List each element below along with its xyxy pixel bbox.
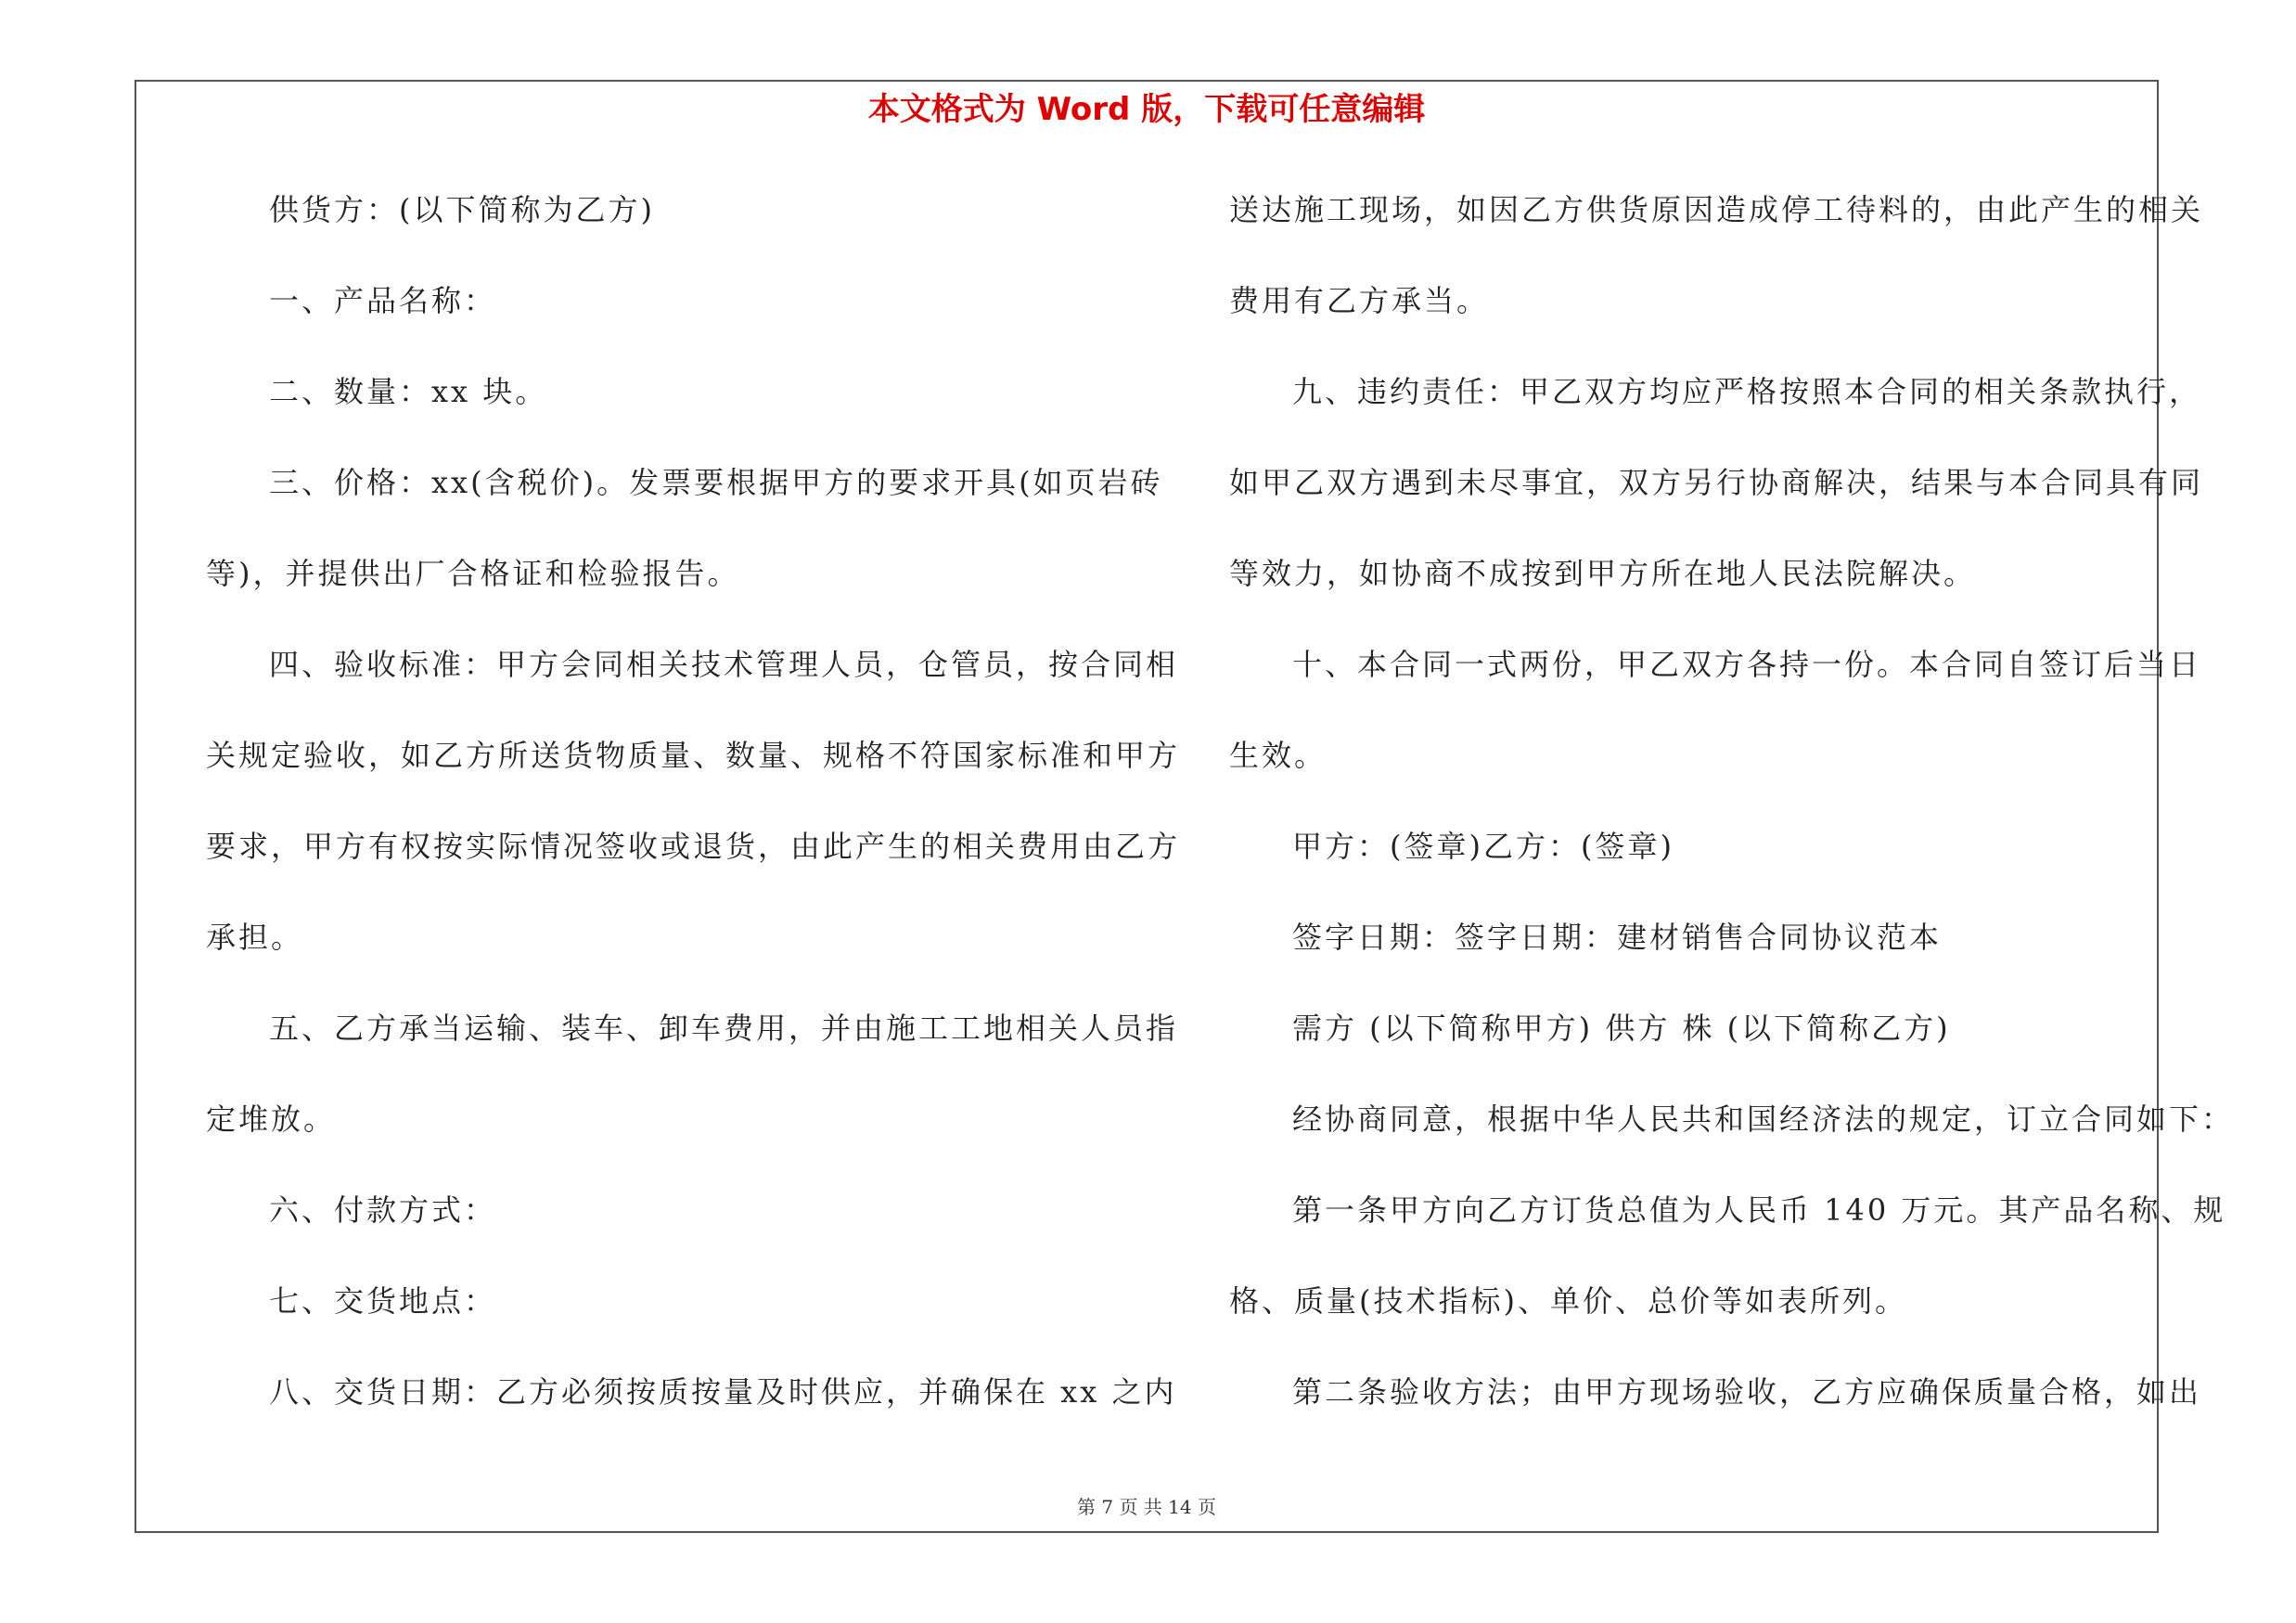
paragraph-line: 十、本合同一式两份，甲乙双方各持一份。本合同自签订后当日 xyxy=(1292,647,2202,682)
format-banner: 本文格式为 Word 版，下载可任意编辑 xyxy=(867,91,1426,128)
paragraph-line: 经协商同意，根据中华人民共和国经济法的规定，订立合同如下： xyxy=(1292,1101,2235,1137)
paragraph-line: 八、交货日期：乙方必须按质按量及时供应，并确保在 xx 之内 xyxy=(269,1374,1177,1410)
paragraph-line: 生效。 xyxy=(1229,738,1328,773)
paragraph-line: 甲方：(签章)乙方：(签章) xyxy=(1292,829,1674,864)
paragraph-line: 一、产品名称： xyxy=(269,283,497,318)
paragraph-line: 六、付款方式： xyxy=(269,1192,497,1228)
paragraph-line: 签字日期：签字日期：建材销售合同协议范本 xyxy=(1292,920,1943,955)
paragraph-line: 二、数量：xx 块。 xyxy=(269,374,548,409)
paragraph-line: 九、违约责任：甲乙双方均应严格按照本合同的相关条款执行， xyxy=(1292,374,2202,409)
paragraph-line: 三、价格：xx(含税价)。发票要根据甲方的要求开具(如页岩砖 xyxy=(269,465,1163,500)
paragraph-line: 定堆放。 xyxy=(206,1101,337,1137)
paragraph-line: 第一条甲方向乙方订货总值为人民币 140 万元。其产品名称、规 xyxy=(1292,1192,2226,1228)
paragraph-line: 五、乙方承当运输、装车、卸车费用，并由施工工地相关人员指 xyxy=(269,1011,1179,1046)
left-column xyxy=(206,186,1181,1459)
paragraph-line: 送达施工现场，如因乙方供货原因造成停工待料的，由此产生的相关 xyxy=(1229,192,2204,227)
paragraph-line: 第二条验收方法；由甲方现场验收，乙方应确保质量合格，如出 xyxy=(1292,1374,2202,1410)
right-column xyxy=(1229,186,2235,1459)
paragraph-line: 供货方：(以下简称为乙方) xyxy=(269,192,655,227)
page-number: 第 7 页 共 14 页 xyxy=(1077,1496,1216,1518)
paragraph-line: 四、验收标准：甲方会同相关技术管理人员，仓管员，按合同相 xyxy=(269,647,1179,682)
paragraph-line: 等)，并提供出厂合格证和检验报告。 xyxy=(206,556,740,591)
paragraph-line: 承担。 xyxy=(206,920,304,955)
paragraph-line: 等效力，如协商不成按到甲方所在地人民法院解决。 xyxy=(1229,556,1977,591)
paragraph-line: 格、质量(技术指标)、单价、总价等如表所列。 xyxy=(1229,1283,1907,1319)
paragraph-line: 如甲乙双方遇到未尽事宜，双方另行协商解决，结果与本合同具有同 xyxy=(1229,465,2204,500)
paragraph-line: 需方 (以下简称甲方) 供方 株 (以下简称乙方) xyxy=(1292,1011,1951,1046)
paragraph-line: 要求，甲方有权按实际情况签收或退货，由此产生的相关费用由乙方 xyxy=(206,829,1181,864)
paragraph-line: 关规定验收，如乙方所送货物质量、数量、规格不符国家标准和甲方 xyxy=(206,738,1181,773)
paragraph-line: 费用有乙方承当。 xyxy=(1229,283,1490,318)
paragraph-line: 七、交货地点： xyxy=(269,1283,497,1319)
